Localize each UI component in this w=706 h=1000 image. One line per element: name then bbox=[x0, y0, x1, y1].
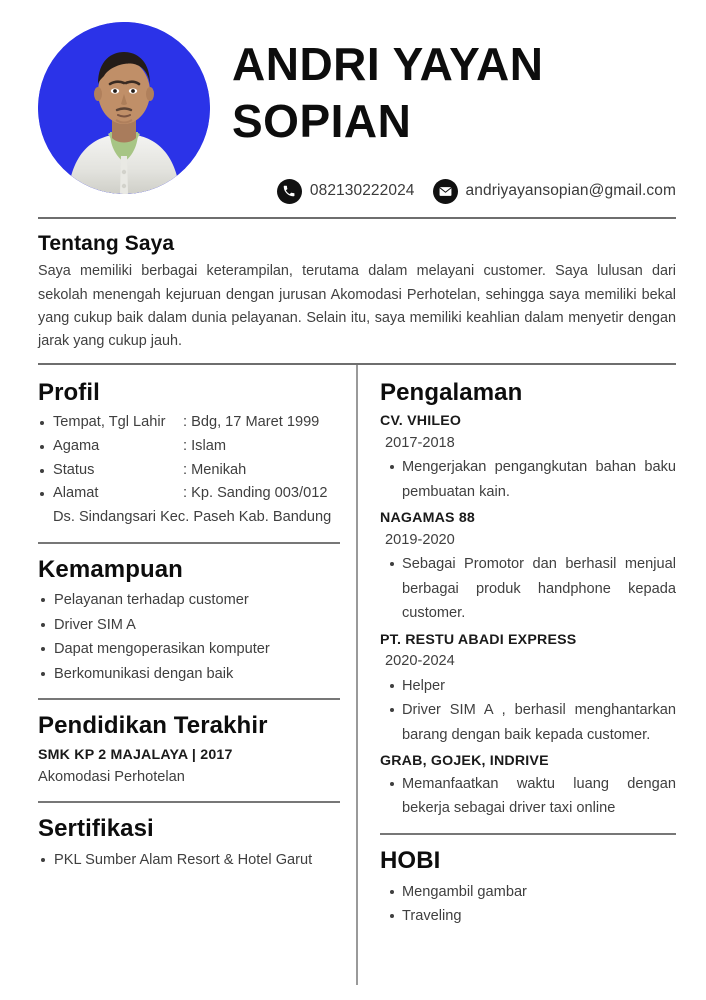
contact-email[interactable] bbox=[433, 179, 676, 204]
experience-company: CV. VHILEO bbox=[380, 413, 462, 430]
hobi-section bbox=[380, 835, 676, 929]
about-title: Tentang Saya bbox=[38, 232, 175, 255]
list-item: Pelayanan terhadap customer bbox=[38, 588, 340, 613]
profil-row bbox=[38, 435, 340, 459]
kemampuan-title: Kemampuan bbox=[38, 555, 183, 583]
list-item: Sebagai Promotor dan berhasil menjual berbagai produk handphone kepada customer. bbox=[380, 552, 676, 626]
list-item: PKL Sumber Alam Resort & Hotel Garut bbox=[38, 848, 340, 873]
profil-value: : Islam bbox=[183, 437, 226, 454]
experience-company: GRAB, GOJEK, INDRIVE bbox=[380, 753, 549, 770]
list-item: Traveling bbox=[380, 904, 676, 929]
email-icon bbox=[433, 179, 458, 204]
contact-phone[interactable] bbox=[277, 179, 415, 204]
experience-company: NAGAMAS 88 bbox=[380, 510, 476, 527]
profil-key: Tempat, Tgl Lahir bbox=[53, 414, 166, 431]
about-section bbox=[0, 219, 706, 354]
pendidikan-section bbox=[38, 700, 340, 789]
full-name-line-1: ANDRI YAYAN bbox=[232, 38, 544, 90]
pengalaman-section bbox=[380, 365, 676, 821]
right-column bbox=[356, 365, 676, 985]
avatar bbox=[38, 22, 210, 194]
kemampuan-list bbox=[38, 588, 340, 686]
hobi-list bbox=[380, 880, 676, 929]
profil-key: Agama bbox=[53, 437, 100, 454]
list-item: Mengerjakan pengangkutan bahan baku pembuatan kain. bbox=[380, 455, 676, 504]
list-item: Berkomunikasi dengan baik bbox=[38, 662, 340, 687]
profil-section bbox=[38, 365, 340, 530]
experience-bullets bbox=[380, 552, 676, 626]
left-column bbox=[38, 365, 356, 985]
experience-item bbox=[380, 411, 676, 504]
body-columns bbox=[38, 363, 676, 985]
phone-number: 082130222024 bbox=[309, 182, 415, 199]
list-item: Driver SIM A , berhasil menghantarkan barang dengan baik kepada customer. bbox=[380, 698, 676, 747]
list-item: Memanfaatkan waktu luang dengan bekerja sebagai driver taxi online bbox=[380, 772, 676, 821]
sertifikasi-title: Sertifikasi bbox=[38, 815, 154, 843]
sertifikasi-list bbox=[38, 848, 340, 873]
pengalaman-title: Pengalaman bbox=[380, 378, 523, 406]
experience-bullets bbox=[380, 674, 676, 748]
pendidikan-school: SMK KP 2 MAJALAYA | 2017 bbox=[38, 747, 233, 764]
experience-item bbox=[380, 508, 676, 625]
email-address: andriyayansopian@gmail.com bbox=[465, 182, 676, 199]
kemampuan-section bbox=[38, 544, 340, 687]
experience-period: 2020-2024 bbox=[385, 653, 455, 670]
profil-address-continuation: Ds. Sindangsari Kec. Paseh Kab. Bandung bbox=[53, 508, 332, 525]
experience-period: 2019-2020 bbox=[385, 531, 455, 548]
experience-item bbox=[380, 630, 676, 747]
profil-row bbox=[38, 482, 340, 506]
profil-value: : Bdg, 17 Maret 1999 bbox=[183, 414, 320, 431]
cv-header bbox=[0, 0, 706, 178]
phone-icon bbox=[277, 179, 302, 204]
pendidikan-major: Akomodasi Perhotelan bbox=[38, 768, 185, 785]
full-name-line-2: SOPIAN bbox=[232, 95, 412, 148]
profil-list bbox=[38, 411, 340, 529]
experience-bullets bbox=[380, 455, 676, 504]
list-item: Driver SIM A bbox=[38, 613, 340, 638]
profil-key: Status bbox=[53, 461, 95, 478]
about-text: Saya memiliki berbagai keterampilan, terutama dalam melayani customer. Saya lulusan dari sekolah menengah kejuruan dengan jurusan Akomodasi Perhotelan, sehingga saya memiliki bekal yang cukup baik dalam dunia pelayanan. Selain itu, saya memiliki keahlian dalam menyetir dengan jarak yang cukup jauh. bbox=[38, 263, 676, 350]
profil-title: Profil bbox=[38, 378, 100, 406]
list-item: Dapat mengoperasikan komputer bbox=[38, 637, 340, 662]
profil-value: : Menikah bbox=[183, 461, 247, 478]
profil-row bbox=[38, 411, 340, 435]
name-block bbox=[210, 22, 680, 150]
hobi-title: HOBI bbox=[380, 846, 441, 874]
sertifikasi-section bbox=[38, 803, 340, 872]
experience-period: 2017-2018 bbox=[385, 434, 455, 451]
experience-item bbox=[380, 751, 676, 821]
profil-key: Alamat bbox=[53, 485, 99, 502]
profil-value: : Kp. Sanding 003/012 bbox=[183, 485, 328, 502]
pendidikan-title: Pendidikan Terakhir bbox=[38, 712, 268, 740]
experience-company: PT. RESTU ABADI EXPRESS bbox=[380, 631, 577, 648]
list-item: Helper bbox=[380, 674, 676, 699]
list-item: Mengambil gambar bbox=[380, 880, 676, 905]
profil-row bbox=[38, 459, 340, 483]
experience-bullets bbox=[380, 772, 676, 821]
